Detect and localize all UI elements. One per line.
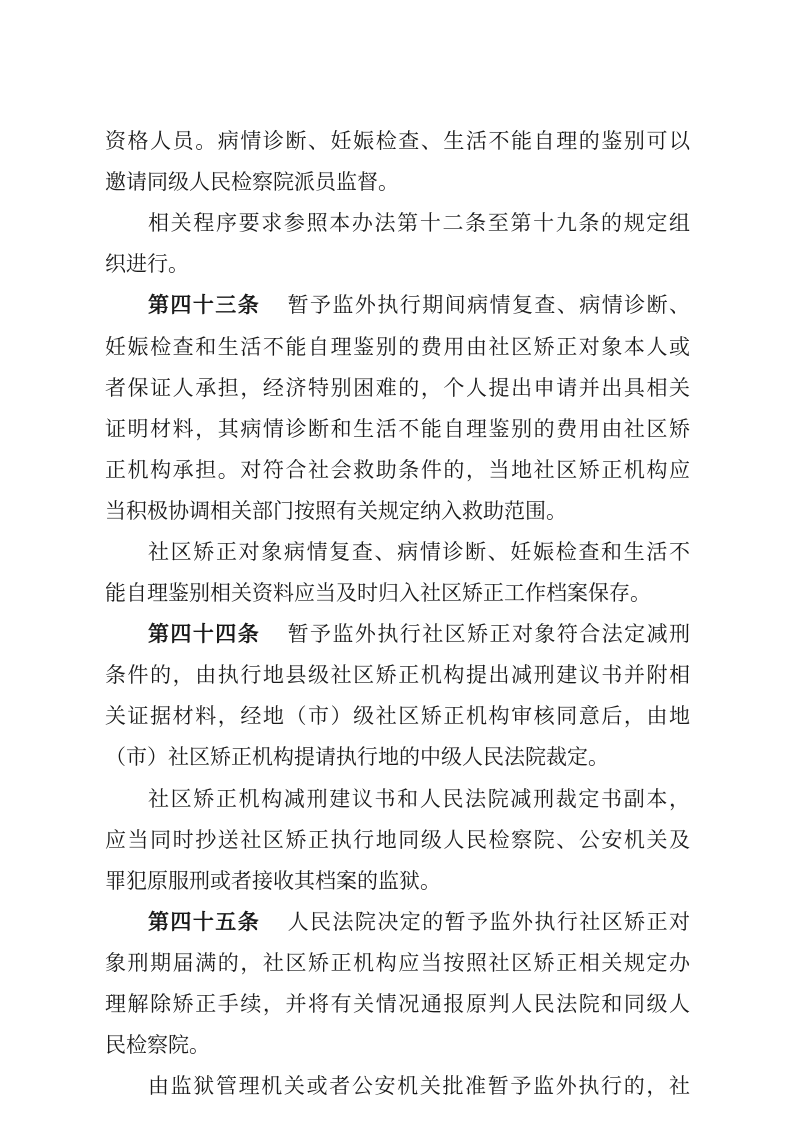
paragraph-text: 暂予监外执行社区矫正对象符合法定减刑 <box>286 622 690 646</box>
article-45-first-line <box>148 902 690 942</box>
article-43-first-line <box>148 285 690 325</box>
article-heading-44: 第四十四条 <box>148 622 261 646</box>
paragraph-line: 邀请同级人民检察院派员监督。 <box>105 170 399 194</box>
paragraph-line: 资格人员。病情诊断、妊娠检查、生活不能自理的鉴别可以 <box>105 129 690 153</box>
paragraph-text: 人民法院决定的暂予监外执行社区矫正对 <box>286 910 690 934</box>
paragraph-line: 由监狱管理机关或者公安机关批准暂予监外执行的，社 <box>148 1074 690 1098</box>
paragraph-line: 妊娠检查和生活不能自理鉴别的费用由社区矫正对象本人或 <box>105 335 690 359</box>
paragraph-line: 能自理鉴别相关资料应当及时归入社区矫正工作档案保存。 <box>105 581 651 605</box>
paragraph-line: 织进行。 <box>105 252 189 276</box>
paragraph-line: 理解除矫正手续，并将有关情况通报原判人民法院和同级人 <box>105 992 690 1016</box>
paragraph-line: 条件的，由执行地县级社区矫正机构提出减刑建议书并附相 <box>105 663 690 687</box>
article-heading-43: 第四十三条 <box>148 293 261 317</box>
paragraph-line: 应当同时抄送社区矫正执行地同级人民检察院、公安机关及 <box>105 828 690 852</box>
paragraph-line: 当积极协调相关部门按照有关规定纳入救助范围。 <box>105 499 567 523</box>
article-44-first-line <box>148 614 690 654</box>
paragraph-line: （市）社区矫正机构提请执行地的中级人民法院裁定。 <box>105 745 609 769</box>
paragraph-line: 相关程序要求参照本办法第十二条至第十九条的规定组 <box>148 211 690 235</box>
paragraph-line: 民检察院。 <box>105 1033 210 1057</box>
paragraph-line: 罪犯原服刑或者接收其档案的监狱。 <box>105 869 441 893</box>
paragraph-line: 证明材料，其病情诊断和生活不能自理鉴别的费用由社区矫 <box>105 417 690 441</box>
paragraph-line: 社区矫正对象病情复查、病情诊断、妊娠检查和生活不 <box>148 540 690 564</box>
article-heading-45: 第四十五条 <box>148 910 261 934</box>
paragraph-line: 关证据材料，经地（市）级社区矫正机构审核同意后，由地 <box>105 704 690 728</box>
paragraph-line: 象刑期届满的，社区矫正机构应当按照社区矫正相关规定办 <box>105 951 690 975</box>
paragraph-line: 正机构承担。对符合社会救助条件的，当地社区矫正机构应 <box>105 458 690 482</box>
paragraph-line: 社区矫正机构减刑建议书和人民法院减刑裁定书副本， <box>148 787 690 811</box>
paragraph-text: 暂予监外执行期间病情复查、病情诊断、 <box>286 293 690 317</box>
paragraph-line: 者保证人承担，经济特别困难的，个人提出申请并出具相关 <box>105 376 690 400</box>
